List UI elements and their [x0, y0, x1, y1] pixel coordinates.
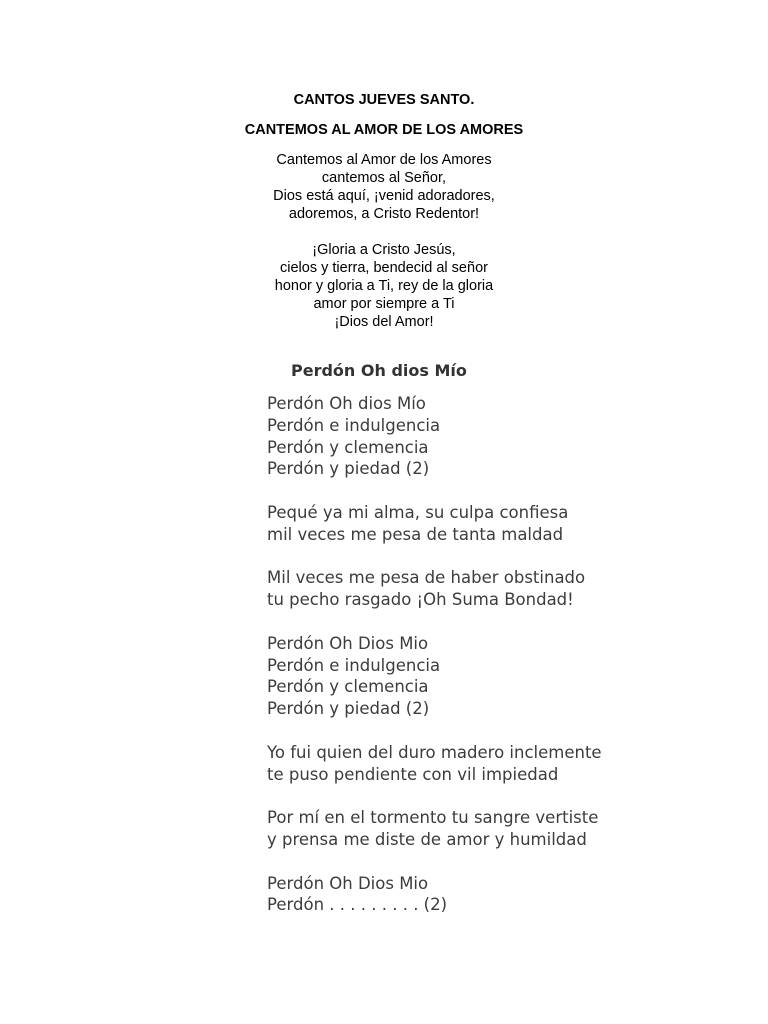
song-title-cantemos: CANTEMOS AL AMOR DE LOS AMORES: [244, 122, 524, 138]
document-heading: CANTOS JUEVES SANTO.: [293, 92, 475, 108]
lyric-line: Perdón y piedad (2): [267, 699, 430, 719]
stanza-gap: [267, 611, 602, 633]
lyric-line: ¡Gloria a Cristo Jesús,: [312, 242, 456, 258]
lyric-line: ¡Dios del Amor!: [334, 314, 434, 330]
lyric-line: Perdón e indulgencia: [267, 415, 441, 435]
lyric-line: adoremos, a Cristo Redentor!: [288, 206, 480, 222]
lyric-line: Perdón . . . . . . . . . (2): [267, 895, 448, 915]
lyric-line: cielos y tierra, bendecid al señor: [280, 260, 488, 276]
stanza-gap: [0, 223, 768, 241]
lyric-line: Perdón Oh Dios Mio: [267, 873, 429, 893]
song-lyrics-perdon: [267, 393, 602, 916]
stanza-gap: [267, 720, 602, 742]
lyric-line: honor y gloria a Ti, rey de la gloria: [274, 278, 494, 294]
lyric-line: Mil veces me pesa de haber obstinado: [267, 568, 586, 588]
lyric-line: Perdón Oh dios Mío: [267, 394, 426, 413]
lyric-line: Pequé ya mi alma, su culpa confiesa: [267, 502, 569, 522]
lyric-line: tu pecho rasgado ¡Oh Suma Bondad!: [267, 590, 574, 610]
lyric-line: amor por siempre a Ti: [313, 296, 455, 312]
stanza-gap: [267, 785, 602, 807]
lyric-line: Por mí en el tormento tu sangre vertiste: [267, 808, 599, 828]
lyric-line: y prensa me diste de amor y humildad: [267, 829, 587, 849]
stanza-gap: [267, 851, 602, 873]
lyric-line: Dios está aquí, ¡venid adoradores,: [273, 188, 495, 204]
lyric-line: cantemos al Señor,: [321, 170, 447, 186]
stanza-gap: [267, 480, 602, 502]
song-lyrics-cantemos: [0, 151, 768, 331]
lyric-line: Perdón e indulgencia: [267, 655, 441, 675]
stanza-gap: [267, 546, 602, 568]
lyric-line: Cantemos al Amor de los Amores: [276, 152, 492, 168]
lyric-line: mil veces me pesa de tanta maldad: [267, 524, 564, 544]
lyric-line: Perdón y clemencia: [267, 437, 429, 457]
lyric-line: Yo fui quien del duro madero inclemente: [267, 742, 602, 762]
song-title-perdon: Perdón Oh dios Mío: [291, 361, 467, 380]
lyric-line: te puso pendiente con vil impiedad: [267, 764, 559, 784]
lyric-line: Perdón y clemencia: [267, 677, 429, 697]
lyric-line: Perdón y piedad (2): [267, 459, 430, 479]
lyric-line: Perdón Oh Dios Mio: [267, 633, 429, 653]
